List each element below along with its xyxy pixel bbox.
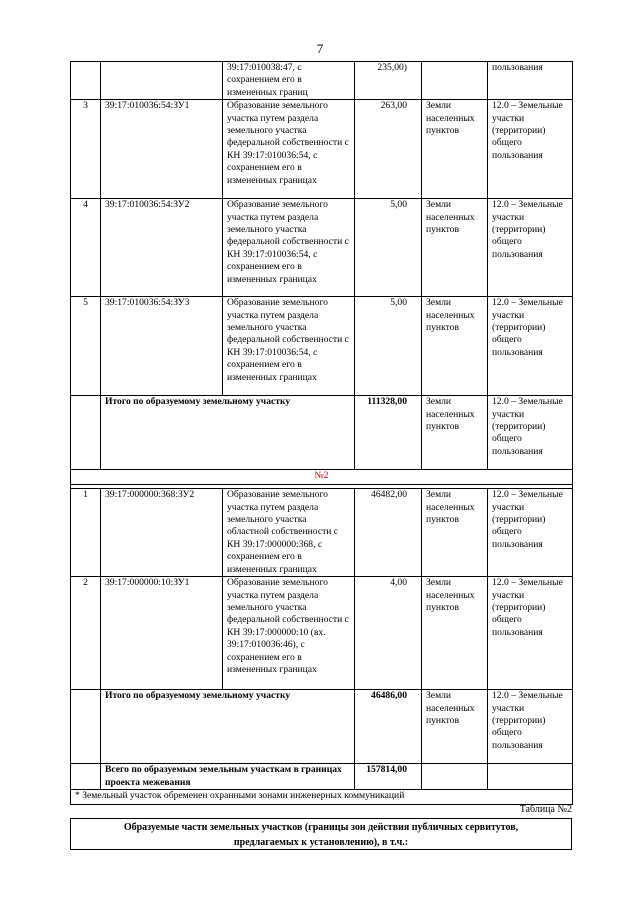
empty-cell: [422, 764, 488, 790]
cadastral-number: 39:17:000000:368:ЗУ2: [101, 489, 223, 577]
subtotal-row: [71, 396, 573, 470]
footnote: * Земельный участок обременен охранными зонами инженерных коммуникаций: [71, 790, 573, 805]
cadastral-number: 39:17:010036:54:ЗУ1: [101, 100, 223, 199]
empty-cell: [71, 396, 101, 470]
permitted-use: 12.0 – Земельные участки (территории) общего пользования: [488, 100, 573, 199]
table-row: [71, 577, 573, 690]
page-number: 7: [316, 41, 324, 56]
empty-cell: [71, 690, 101, 764]
subtotal-label: Итого по образуемому земельному участку: [101, 396, 355, 470]
land-category: Земли населенных пунктов: [422, 690, 488, 764]
table2-header: [70, 818, 572, 850]
area-value: 263,00: [355, 100, 422, 199]
subtotal-row: [71, 690, 573, 764]
table-row: [71, 489, 573, 577]
table-row: [71, 297, 573, 396]
area-value: 235,00): [355, 62, 422, 100]
cadastral-number: 39:17:010036:54:ЗУ2: [101, 199, 223, 297]
permitted-use: 12.0 – Земельные участки (территории) общего пользования: [488, 199, 573, 297]
land-category: Земли населенных пунктов: [422, 100, 488, 199]
table-caption: Таблица №2: [519, 804, 572, 815]
row-number: [71, 62, 101, 100]
footnote-row: [71, 790, 573, 805]
formation-method: Образование земельного участка путем раздела земельного участка федеральной собственности с КН 39:17:010036:54, с сохранением его в измененных границах: [223, 297, 355, 396]
land-category: Земли населенных пунктов: [422, 577, 488, 690]
row-number: 1: [71, 489, 101, 577]
section-title: №2: [71, 470, 573, 485]
row-number: 5: [71, 297, 101, 396]
table-row: [71, 199, 573, 297]
permitted-use: 12.0 – Земельные участки (территории) общего пользования: [488, 577, 573, 690]
permitted-use: пользования: [488, 62, 573, 100]
table-row: [71, 100, 573, 199]
row-number: 2: [71, 577, 101, 690]
row-number: 4: [71, 199, 101, 297]
area-value: 4,00: [355, 577, 422, 690]
land-category: Земли населенных пунктов: [422, 199, 488, 297]
permitted-use: 12.0 – Земельные участки (территории) общего пользования: [488, 297, 573, 396]
land-category: Земли населенных пунктов: [422, 396, 488, 470]
permitted-use: 12.0 – Земельные участки (территории) общего пользования: [488, 690, 573, 764]
subtotal-area: 46486,00: [355, 690, 422, 764]
land-category: [422, 62, 488, 100]
grand-total-row: [71, 764, 573, 790]
area-value: 5,00: [355, 199, 422, 297]
land-plots-table: [70, 61, 573, 805]
grand-total-label: Всего по образуемым земельным участкам в границах проекта межевания: [101, 764, 355, 790]
table-row: [71, 62, 573, 100]
table2-title-line1: Образуемые части земельных участков (границы зон действия публичных сервитутов,: [123, 822, 519, 833]
row-number: 3: [71, 100, 101, 199]
empty-cell: [71, 764, 101, 790]
formation-method: Образование земельного участка путем раздела земельного участка федеральной собственности с КН 39:17:000000:10 (вх. 39:17:010036:46), с сохранением его в измененных границах: [223, 577, 355, 690]
land-category: Земли населенных пунктов: [422, 297, 488, 396]
area-value: 46482,00: [355, 489, 422, 577]
empty-cell: [488, 764, 573, 790]
grand-total-area: 157814,00: [355, 764, 422, 790]
table2-title-line2: предлагаемых к установлению), в т.ч.:: [233, 837, 409, 848]
formation-method: Образование земельного участка путем раздела земельного участка федеральной собственности с КН 39:17:010036:54, с сохранением его в измененных границах: [223, 100, 355, 199]
permitted-use: 12.0 – Земельные участки (территории) общего пользования: [488, 396, 573, 470]
cadastral-number: 39:17:000000:10:ЗУ1: [101, 577, 223, 690]
land-category: Земли населенных пунктов: [422, 489, 488, 577]
formation-method: Образование земельного участка путем раздела земельного участка федеральной собственности с КН 39:17:010036:54, с сохранением его в измененных границах: [223, 199, 355, 297]
formation-method: 39:17:010038:47, с сохранением его в измененных границ: [223, 62, 355, 100]
cadastral-number: [101, 62, 223, 100]
permitted-use: 12.0 – Земельные участки (территории) общего пользования: [488, 489, 573, 577]
subtotal-label: Итого по образуемому земельному участку: [101, 690, 355, 764]
cadastral-number: 39:17:010036:54:ЗУ3: [101, 297, 223, 396]
area-value: 5,00: [355, 297, 422, 396]
subtotal-area: 111328,00: [355, 396, 422, 470]
formation-method: Образование земельного участка путем раздела земельного участка областной собственности с КН 39:17:000000:368, с сохранением его в измененных границах: [223, 489, 355, 577]
section-header-row: [71, 470, 573, 485]
